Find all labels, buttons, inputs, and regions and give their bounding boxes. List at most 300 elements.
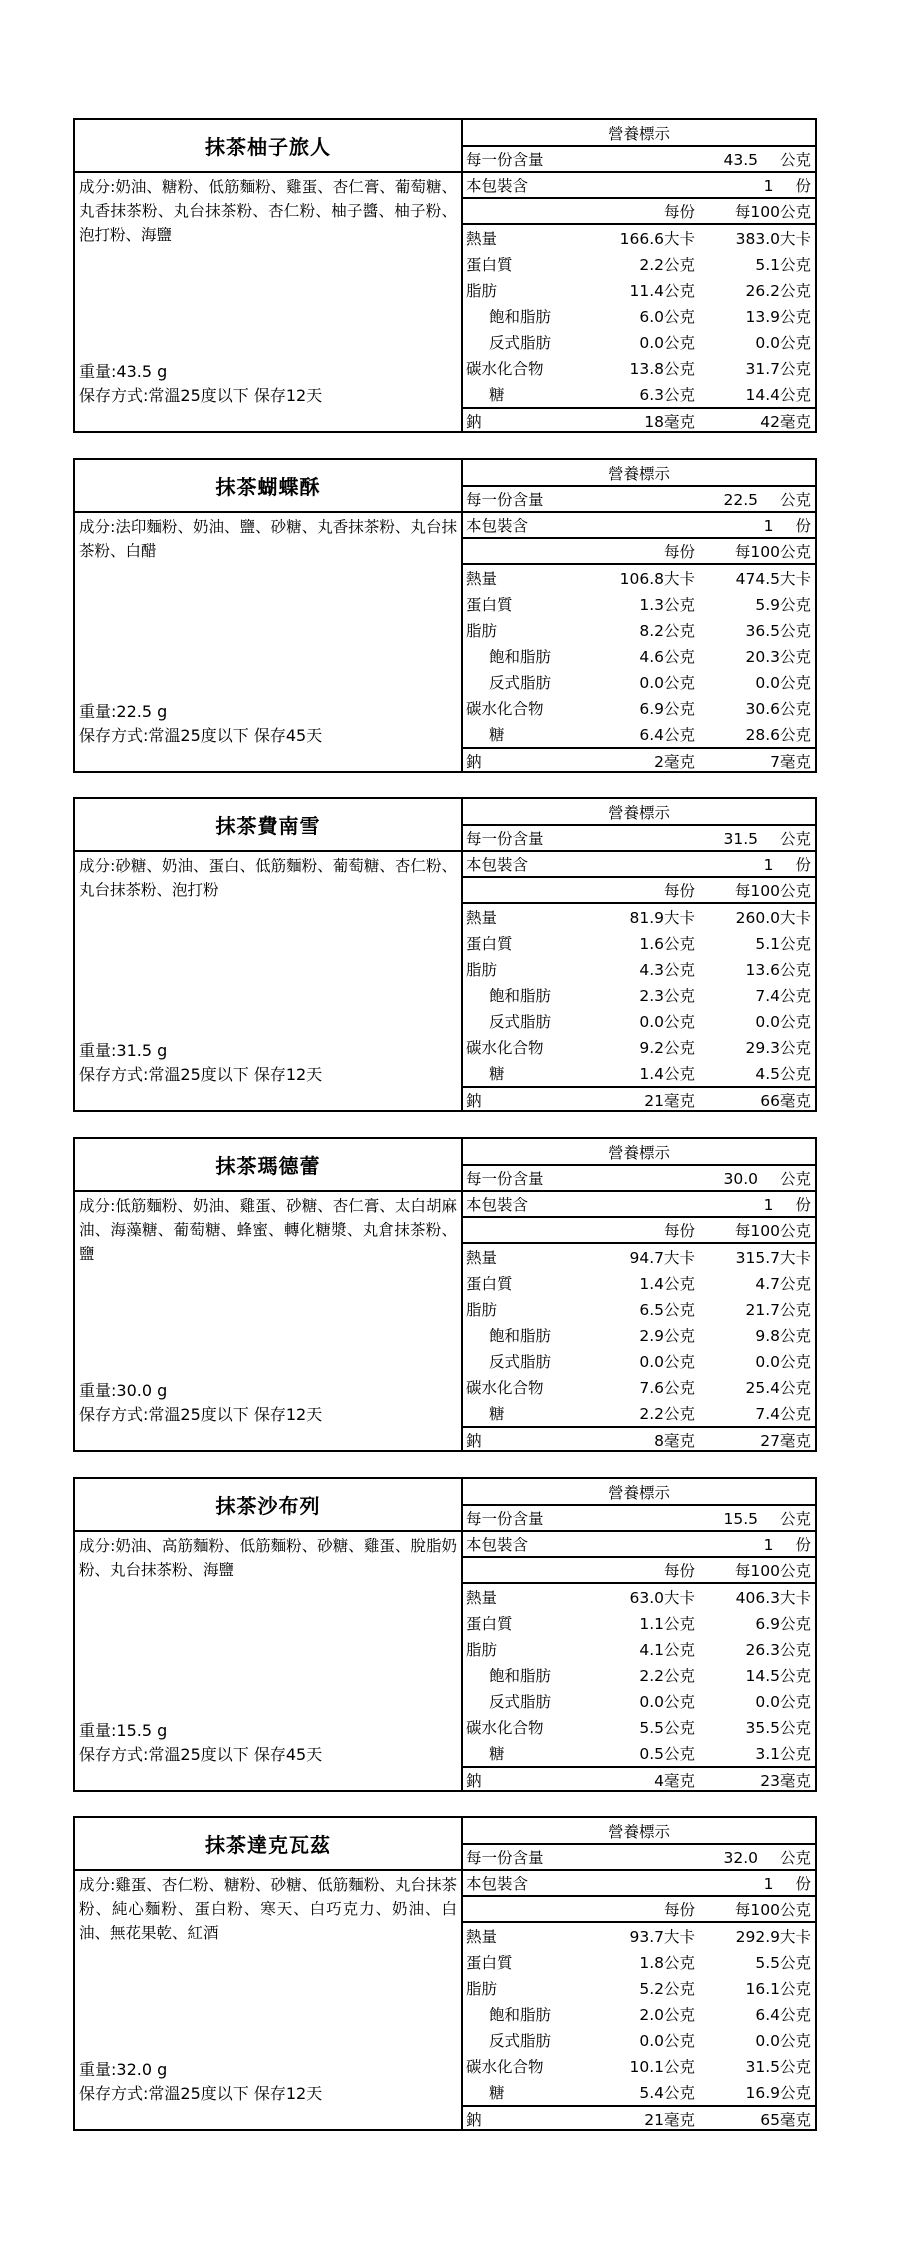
nutrient-per-serving: 93.7大卡: [629, 1928, 695, 1946]
nutrient-label: 熱量: [466, 1589, 498, 1607]
ingredients-prefix: 成分:: [79, 857, 116, 875]
nutrition-table: [463, 799, 815, 1110]
nutrient-per-serving: 94.7大卡: [629, 1249, 695, 1267]
nutrient-row: [463, 1374, 815, 1400]
ingredients-prefix: 成分:: [79, 1876, 116, 1894]
nutrient-per-serving: 166.6大卡: [619, 230, 695, 248]
nutrient-row: [463, 251, 815, 277]
nutrient-row: [463, 1086, 815, 1112]
servings-unit: 份: [795, 1536, 811, 1554]
nutrient-row: [463, 1610, 815, 1636]
nutrient-per-100g: 5.5公克: [755, 1954, 811, 1972]
nutrient-per-serving: 2.2公克: [639, 1405, 695, 1423]
servings-number: 1: [763, 856, 774, 874]
nutrient-per-100g: 16.1公克: [745, 1980, 811, 1998]
nutrient-per-serving: 18毫克: [644, 413, 695, 431]
ingredients-list: 雞蛋、杏仁粉、糖粉、砂糖、低筋麵粉、丸台抹茶粉、純心麵粉、蛋白粉、寒天、白巧克力、奶油、白油、無花果乾、紅酒: [79, 1876, 457, 1942]
servings-row: [463, 1530, 815, 1556]
weight-prefix: 重量:: [79, 702, 117, 721]
nutrient-label: 蛋白質: [466, 935, 513, 953]
column-header-row: [463, 1895, 815, 1921]
nutrient-per-100g: 31.5公克: [745, 2058, 811, 2076]
nutrient-per-serving: 2毫克: [654, 753, 695, 771]
weight-value: 43.5 g: [116, 362, 168, 381]
nutrient-rows: [463, 563, 815, 773]
nutrient-per-serving: 63.0大卡: [629, 1589, 695, 1607]
nutrition-table: [463, 460, 815, 771]
nutrient-label: 鈉: [466, 1432, 482, 1450]
nutrient-per-100g: 0.0公克: [755, 1013, 811, 1031]
servings-label: 本包裝含: [466, 1196, 529, 1214]
nutrient-row: [463, 407, 815, 433]
nutrient-row: [463, 721, 815, 747]
nutrient-row: [463, 930, 815, 956]
nutrient-label: 反式脂肪: [489, 1013, 552, 1031]
nutrient-per-100g: 13.6公克: [745, 961, 811, 979]
nutrient-per-serving: 5.2公克: [639, 1980, 695, 1998]
nutrient-per-100g: 66毫克: [760, 1092, 811, 1110]
nutrient-per-100g: 6.4公克: [755, 2006, 811, 2024]
col-per-serving-header: 每份: [663, 1222, 695, 1240]
nutrient-per-serving: 0.0公克: [639, 1693, 695, 1711]
weight-value: 32.0 g: [116, 2060, 168, 2079]
col-per-serving-header: 每份: [663, 882, 695, 900]
nutrient-per-100g: 16.9公克: [745, 2084, 811, 2102]
storage-text: [79, 1743, 322, 1767]
nutrient-row: [463, 1270, 815, 1296]
nutrient-per-100g: 23毫克: [760, 1772, 811, 1790]
product-card: [73, 1137, 817, 1452]
nutrient-label: 飽和脂肪: [489, 987, 552, 1005]
serving-size-row: [463, 145, 815, 171]
nutrient-label: 碳水化合物: [466, 1039, 544, 1057]
nutrient-row: [463, 643, 815, 669]
weight-value: 15.5 g: [116, 1721, 168, 1740]
nutrition-title: 營養標示: [607, 464, 670, 483]
product-card: [73, 797, 817, 1112]
nutrient-label: 糖: [489, 726, 505, 744]
nutrition-title: 營養標示: [607, 124, 670, 143]
col-per-100g-header: 每100公克: [734, 1901, 811, 1919]
nutrient-label: 反式脂肪: [489, 2032, 552, 2050]
weight-text: [79, 700, 167, 724]
serving-size-unit: 公克: [779, 1510, 811, 1528]
nutrient-per-serving: 9.2公克: [639, 1039, 695, 1057]
servings-unit: 份: [795, 177, 811, 195]
nutrient-label: 鈉: [466, 753, 482, 771]
nutrient-rows: [463, 1582, 815, 1792]
ingredients-prefix: 成分:: [79, 518, 116, 536]
nutrient-per-100g: 0.0公克: [755, 674, 811, 692]
serving-size-label: 每一份含量: [466, 1849, 544, 1867]
nutrient-row: [463, 1426, 815, 1452]
weight-prefix: 重量:: [79, 2060, 117, 2079]
serving-size-number: 31.5: [723, 830, 758, 848]
storage-text: [79, 384, 322, 408]
serving-size-row: [463, 1504, 815, 1530]
nutrient-per-serving: 0.0公克: [639, 674, 695, 692]
ingredients-list: 奶油、高筋麵粉、低筋麵粉、砂糖、雞蛋、脫脂奶粉、丸台抹茶粉、海鹽: [79, 1537, 457, 1579]
column-header-row: [463, 1216, 815, 1242]
ingredients-text: [75, 852, 461, 902]
nutrient-per-100g: 65毫克: [760, 2111, 811, 2129]
nutrient-label: 飽和脂肪: [489, 1327, 552, 1345]
nutrient-per-100g: 14.5公克: [745, 1667, 811, 1685]
nutrient-per-serving: 7.6公克: [639, 1379, 695, 1397]
storage-value: 常溫25度以下 保存12天: [148, 1405, 323, 1424]
nutrient-row: [463, 1400, 815, 1426]
ingredients-text: [75, 1871, 461, 1945]
storage-prefix: 保存方式:: [79, 1745, 149, 1764]
nutrient-row: [463, 2027, 815, 2053]
nutrient-label: 反式脂肪: [489, 334, 552, 352]
nutrient-row: [463, 1008, 815, 1034]
product-name: 抹茶費南雪: [75, 799, 461, 852]
storage-text: [79, 724, 322, 748]
serving-size-row: [463, 485, 815, 511]
product-info-panel: [75, 120, 463, 431]
nutrient-label: 熱量: [466, 230, 498, 248]
nutrient-per-serving: 0.0公克: [639, 1353, 695, 1371]
nutrient-label: 飽和脂肪: [489, 648, 552, 666]
nutrient-per-100g: 30.6公克: [745, 700, 811, 718]
nutrient-label: 反式脂肪: [489, 1353, 552, 1371]
nutrient-per-serving: 8.2公克: [639, 622, 695, 640]
nutrient-per-100g: 4.5公克: [755, 1065, 811, 1083]
serving-size-label: 每一份含量: [466, 830, 544, 848]
nutrient-per-100g: 7毫克: [770, 753, 811, 771]
weight-text: [79, 1379, 167, 1403]
nutrient-per-100g: 13.9公克: [745, 308, 811, 326]
nutrient-label: 脂肪: [466, 1980, 498, 1998]
nutrition-table: [463, 1479, 815, 1790]
serving-size-number: 32.0: [723, 1849, 758, 1867]
serving-size-label: 每一份含量: [466, 1510, 544, 1528]
column-header-row: [463, 197, 815, 223]
nutrition-title: 營養標示: [607, 1483, 670, 1502]
nutrient-label: 飽和脂肪: [489, 1667, 552, 1685]
nutrient-row: [463, 1348, 815, 1374]
nutrient-per-serving: 4毫克: [654, 1772, 695, 1790]
nutrient-row: [463, 1975, 815, 2001]
nutrient-per-serving: 2.2公克: [639, 256, 695, 274]
product-name: 抹茶柚子旅人: [75, 120, 461, 173]
serving-size-unit: 公克: [779, 491, 811, 509]
nutrition-table: [463, 1818, 815, 2129]
nutrient-per-100g: 0.0公克: [755, 1693, 811, 1711]
servings-label: 本包裝含: [466, 177, 529, 195]
nutrient-row: [463, 747, 815, 773]
weight-value: 31.5 g: [116, 1041, 168, 1060]
serving-size-row: [463, 1164, 815, 1190]
nutrient-per-serving: 5.4公克: [639, 2084, 695, 2102]
storage-prefix: 保存方式:: [79, 2084, 149, 2103]
nutrient-row: [463, 1034, 815, 1060]
nutrient-label: 碳水化合物: [466, 1379, 544, 1397]
storage-text: [79, 2082, 322, 2106]
nutrient-per-serving: 2.3公克: [639, 987, 695, 1005]
serving-size-row: [463, 824, 815, 850]
column-header-row: [463, 1556, 815, 1582]
serving-size-label: 每一份含量: [466, 1170, 544, 1188]
nutrient-row: [463, 695, 815, 721]
nutrient-row: [463, 381, 815, 407]
col-per-100g-header: 每100公克: [734, 882, 811, 900]
nutrient-row: [463, 956, 815, 982]
serving-size-value: [723, 148, 811, 170]
nutrient-row: [463, 1296, 815, 1322]
nutrient-label: 脂肪: [466, 282, 498, 300]
nutrition-title: 營養標示: [607, 1822, 670, 1841]
nutrient-label: 蛋白質: [466, 1615, 513, 1633]
serving-size-value: [723, 1167, 811, 1189]
nutrient-per-serving: 5.5公克: [639, 1719, 695, 1737]
serving-size-unit: 公克: [779, 830, 811, 848]
nutrient-per-100g: 406.3大卡: [735, 1589, 811, 1607]
servings-number: 1: [763, 1875, 774, 1893]
nutrient-row: [463, 303, 815, 329]
product-card: [73, 118, 817, 433]
ingredients-list: 砂糖、奶油、蛋白、低筋麵粉、葡萄糖、杏仁粉、丸台抹茶粉、泡打粉: [79, 857, 457, 899]
nutrient-per-serving: 6.3公克: [639, 386, 695, 404]
nutrient-row: [463, 1636, 815, 1662]
servings-label: 本包裝含: [466, 1875, 529, 1893]
serving-size-row: [463, 1843, 815, 1869]
servings-number: 1: [763, 1536, 774, 1554]
serving-size-unit: 公克: [779, 151, 811, 169]
servings-value: [764, 853, 811, 875]
servings-unit: 份: [795, 1196, 811, 1214]
nutrient-per-serving: 0.0公克: [639, 1013, 695, 1031]
product-info-panel: [75, 1818, 463, 2129]
servings-row: [463, 511, 815, 537]
nutrient-label: 蛋白質: [466, 1954, 513, 1972]
nutrient-per-serving: 11.4公克: [629, 282, 695, 300]
nutrient-per-serving: 0.0公克: [639, 2032, 695, 2050]
nutrient-per-serving: 2.2公克: [639, 1667, 695, 1685]
nutrient-per-100g: 315.7大卡: [735, 1249, 811, 1267]
product-info-panel: [75, 1139, 463, 1450]
servings-value: [764, 1533, 811, 1555]
ingredients-text: [75, 173, 461, 247]
ingredients-text: [75, 1532, 461, 1582]
nutrient-label: 蛋白質: [466, 596, 513, 614]
col-per-serving-header: 每份: [663, 1562, 695, 1580]
nutrient-per-100g: 3.1公克: [755, 1745, 811, 1763]
serving-size-value: [723, 1846, 811, 1868]
weight-value: 22.5 g: [116, 702, 168, 721]
nutrient-per-100g: 14.4公克: [745, 386, 811, 404]
nutrient-per-serving: 4.3公克: [639, 961, 695, 979]
serving-size-label: 每一份含量: [466, 151, 544, 169]
nutrient-row: [463, 1923, 815, 1949]
servings-value: [764, 514, 811, 536]
servings-label: 本包裝含: [466, 517, 529, 535]
nutrient-row: [463, 1584, 815, 1610]
nutrient-per-serving: 0.5公克: [639, 1745, 695, 1763]
nutrient-per-serving: 4.6公克: [639, 648, 695, 666]
nutrient-per-100g: 26.3公克: [745, 1641, 811, 1659]
storage-value: 常溫25度以下 保存12天: [148, 2084, 323, 2103]
storage-prefix: 保存方式:: [79, 386, 149, 405]
nutrient-row: [463, 1322, 815, 1348]
nutrient-per-100g: 474.5大卡: [735, 570, 811, 588]
nutrient-per-100g: 20.3公克: [745, 648, 811, 666]
nutrient-per-100g: 260.0大卡: [735, 909, 811, 927]
servings-unit: 份: [795, 856, 811, 874]
nutrient-per-100g: 6.9公克: [755, 1615, 811, 1633]
nutrient-per-serving: 1.4公克: [639, 1275, 695, 1293]
col-per-serving-header: 每份: [663, 543, 695, 561]
nutrient-per-serving: 6.5公克: [639, 1301, 695, 1319]
storage-prefix: 保存方式:: [79, 1065, 149, 1084]
nutrition-title: 營養標示: [607, 803, 670, 822]
storage-value: 常溫25度以下 保存12天: [148, 386, 323, 405]
nutrient-per-serving: 21毫克: [644, 1092, 695, 1110]
nutrition-table: [463, 120, 815, 431]
servings-number: 1: [763, 517, 774, 535]
nutrient-label: 脂肪: [466, 622, 498, 640]
product-info-panel: [75, 1479, 463, 1790]
nutrient-per-serving: 2.9公克: [639, 1327, 695, 1345]
ingredients-list: 低筋麵粉、奶油、雞蛋、砂糖、杏仁膏、太白胡麻油、海藻糖、葡萄糖、蜂蜜、轉化糖漿、丸倉抹茶粉、鹽: [79, 1197, 457, 1263]
nutrient-row: [463, 1244, 815, 1270]
nutrient-per-serving: 8毫克: [654, 1432, 695, 1450]
nutrient-per-serving: 0.0公克: [639, 334, 695, 352]
nutrient-per-serving: 1.8公克: [639, 1954, 695, 1972]
nutrient-rows: [463, 223, 815, 433]
nutrient-per-serving: 81.9大卡: [629, 909, 695, 927]
weight-text: [79, 2058, 167, 2082]
nutrient-label: 熱量: [466, 1928, 498, 1946]
nutrient-per-100g: 7.4公克: [755, 1405, 811, 1423]
weight-prefix: 重量:: [79, 1381, 117, 1400]
nutrient-per-100g: 28.6公克: [745, 726, 811, 744]
nutrient-row: [463, 1949, 815, 1975]
nutrient-label: 糖: [489, 1745, 505, 1763]
product-info-panel: [75, 799, 463, 1110]
nutrient-per-100g: 0.0公克: [755, 334, 811, 352]
product-info-panel: [75, 460, 463, 771]
storage-prefix: 保存方式:: [79, 726, 149, 745]
servings-value: [764, 1872, 811, 1894]
serving-size-number: 15.5: [723, 1510, 758, 1528]
product-card: [73, 1477, 817, 1792]
nutrient-label: 反式脂肪: [489, 674, 552, 692]
nutrient-label: 碳水化合物: [466, 1719, 544, 1737]
nutrient-label: 蛋白質: [466, 1275, 513, 1293]
nutrient-row: [463, 277, 815, 303]
weight-text: [79, 1039, 167, 1063]
servings-unit: 份: [795, 517, 811, 535]
nutrient-row: [463, 591, 815, 617]
nutrient-row: [463, 2001, 815, 2027]
nutrient-per-100g: 29.3公克: [745, 1039, 811, 1057]
nutrient-label: 鈉: [466, 413, 482, 431]
ingredients-text: [75, 513, 461, 563]
col-per-100g-header: 每100公克: [734, 543, 811, 561]
nutrient-label: 糖: [489, 386, 505, 404]
servings-row: [463, 1190, 815, 1216]
nutrient-per-100g: 27毫克: [760, 1432, 811, 1450]
nutrient-per-100g: 7.4公克: [755, 987, 811, 1005]
serving-size-number: 43.5: [723, 151, 758, 169]
nutrient-row: [463, 225, 815, 251]
nutrient-label: 反式脂肪: [489, 1693, 552, 1711]
ingredients-text: [75, 1192, 461, 1266]
nutrient-row: [463, 904, 815, 930]
nutrient-per-serving: 1.3公克: [639, 596, 695, 614]
nutrient-per-100g: 42毫克: [760, 413, 811, 431]
nutrient-label: 飽和脂肪: [489, 2006, 552, 2024]
nutrient-label: 糖: [489, 1065, 505, 1083]
servings-value: [764, 174, 811, 196]
ingredients-prefix: 成分:: [79, 1537, 116, 1555]
storage-value: 常溫25度以下 保存12天: [148, 1065, 323, 1084]
nutrient-per-serving: 13.8公克: [629, 360, 695, 378]
nutrient-row: [463, 355, 815, 381]
nutrient-label: 脂肪: [466, 1301, 498, 1319]
servings-row: [463, 1869, 815, 1895]
nutrient-per-serving: 6.9公克: [639, 700, 695, 718]
nutrient-row: [463, 982, 815, 1008]
weight-value: 30.0 g: [116, 1381, 168, 1400]
storage-text: [79, 1063, 322, 1087]
nutrient-per-serving: 1.1公克: [639, 1615, 695, 1633]
nutrient-per-100g: 36.5公克: [745, 622, 811, 640]
nutrient-row: [463, 1714, 815, 1740]
nutrient-row: [463, 2053, 815, 2079]
nutrient-label: 熱量: [466, 570, 498, 588]
col-per-100g-header: 每100公克: [734, 1562, 811, 1580]
nutrient-row: [463, 329, 815, 355]
weight-text: [79, 1719, 167, 1743]
nutrient-per-100g: 25.4公克: [745, 1379, 811, 1397]
col-per-100g-header: 每100公克: [734, 203, 811, 221]
nutrient-per-100g: 26.2公克: [745, 282, 811, 300]
servings-number: 1: [763, 1196, 774, 1214]
servings-row: [463, 850, 815, 876]
nutrient-label: 鈉: [466, 1772, 482, 1790]
nutrient-row: [463, 1060, 815, 1086]
product-name: 抹茶蝴蝶酥: [75, 460, 461, 513]
product-card: [73, 458, 817, 773]
nutrition-table: [463, 1139, 815, 1450]
servings-label: 本包裝含: [466, 856, 529, 874]
servings-row: [463, 171, 815, 197]
nutrient-per-100g: 35.5公克: [745, 1719, 811, 1737]
column-header-row: [463, 537, 815, 563]
nutrient-label: 鈉: [466, 2111, 482, 2129]
ingredients-prefix: 成分:: [79, 1197, 116, 1215]
nutrient-row: [463, 2079, 815, 2105]
nutrient-rows: [463, 902, 815, 1112]
storage-value: 常溫25度以下 保存45天: [148, 726, 323, 745]
nutrient-per-100g: 31.7公克: [745, 360, 811, 378]
nutrient-per-serving: 1.6公克: [639, 935, 695, 953]
storage-prefix: 保存方式:: [79, 1405, 149, 1424]
nutrient-per-100g: 383.0大卡: [735, 230, 811, 248]
nutrient-label: 碳水化合物: [466, 360, 544, 378]
serving-size-value: [723, 488, 811, 510]
product-card: [73, 1816, 817, 2131]
nutrient-per-100g: 21.7公克: [745, 1301, 811, 1319]
serving-size-unit: 公克: [779, 1849, 811, 1867]
nutrient-row: [463, 1740, 815, 1766]
col-per-100g-header: 每100公克: [734, 1222, 811, 1240]
nutrient-per-serving: 4.1公克: [639, 1641, 695, 1659]
nutrient-label: 蛋白質: [466, 256, 513, 274]
